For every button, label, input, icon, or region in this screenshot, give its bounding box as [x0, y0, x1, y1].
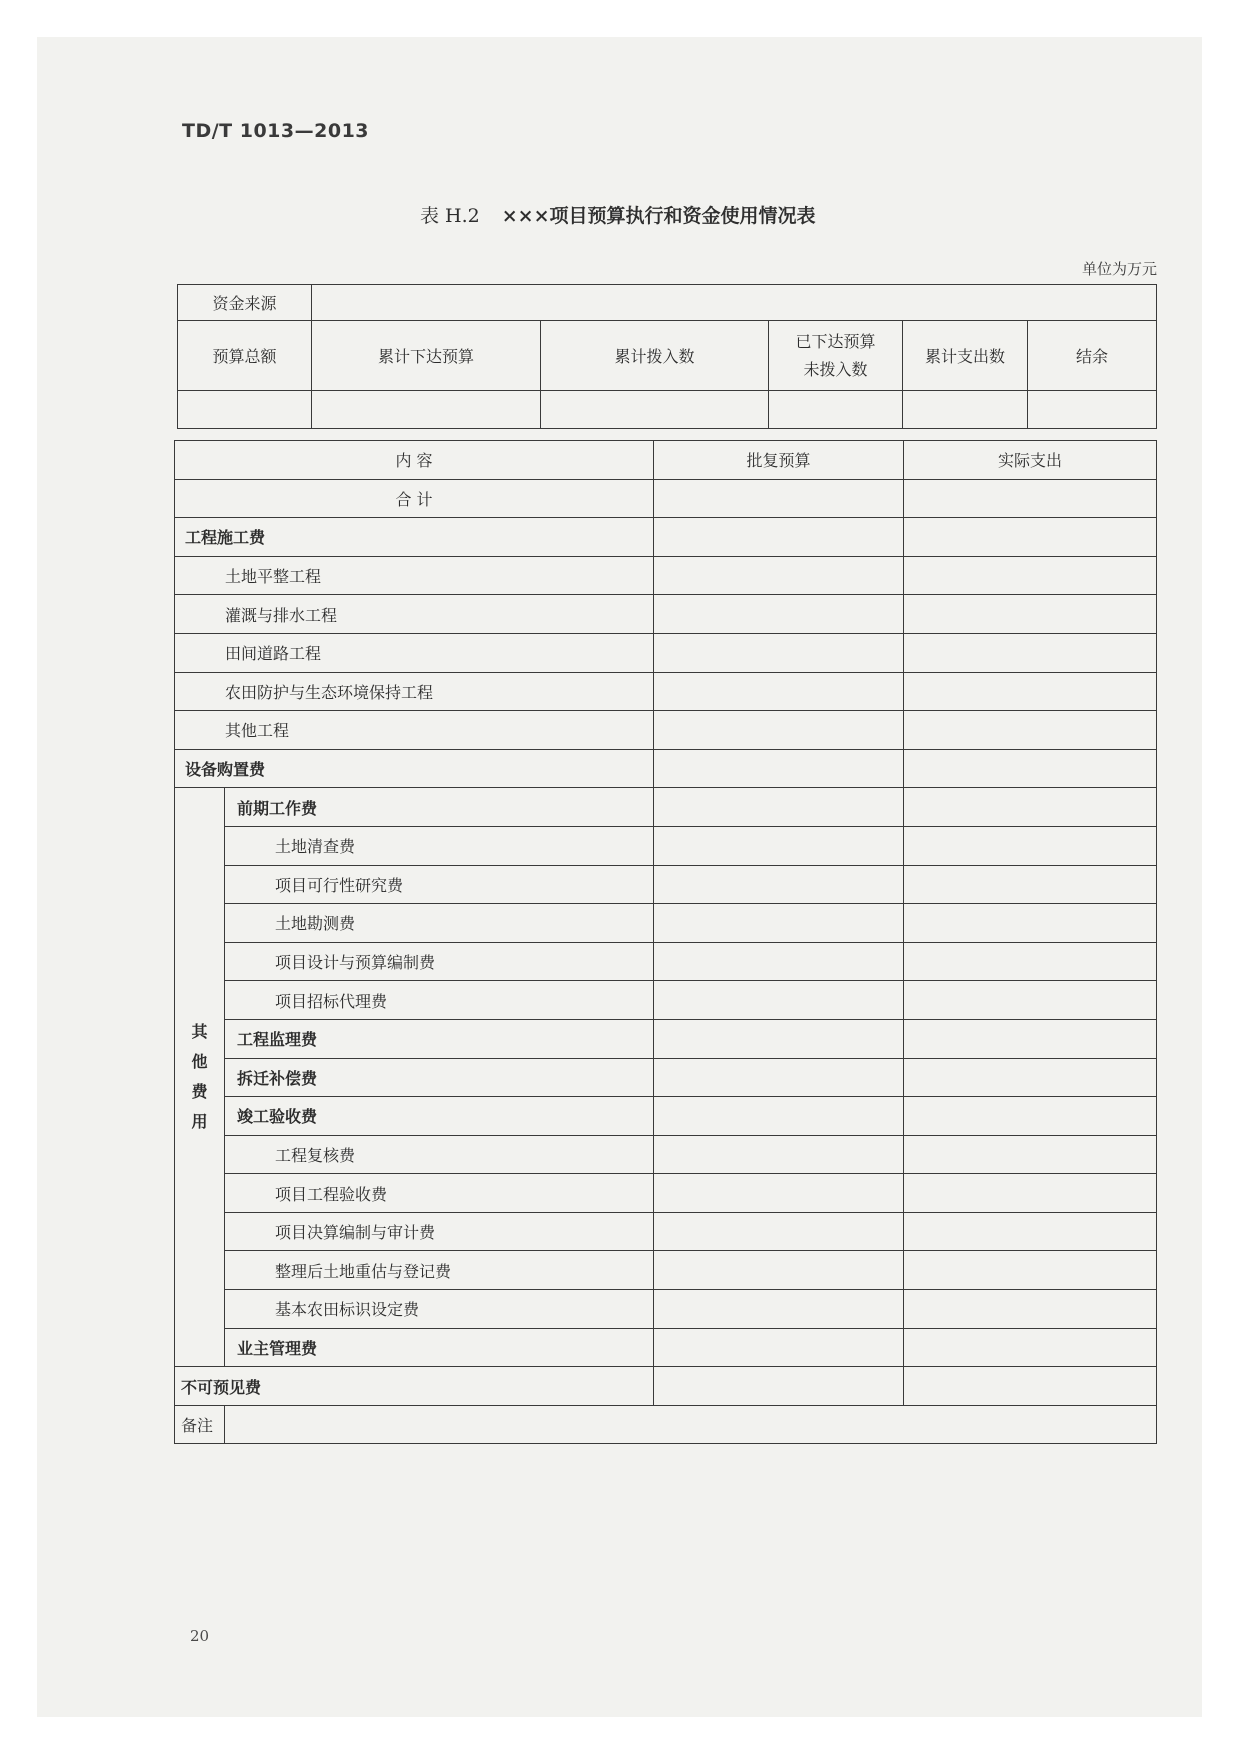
header-actual-expense: 实际支出 [904, 441, 1157, 480]
table-row [175, 942, 1157, 981]
value-cell [904, 1367, 1157, 1406]
col-issued-not-allocated-line2: 未拨入数 [803, 359, 868, 379]
row-label: 土地平整工程 [175, 556, 654, 595]
standard-code: TD/T 1013—2013 [182, 120, 370, 142]
value-cell [654, 1367, 904, 1406]
col-total-budget: 预算总额 [178, 321, 312, 391]
value-cell [654, 1097, 904, 1136]
value-cell [769, 391, 903, 429]
value-cell [654, 1058, 904, 1097]
row-label: 工程施工费 [175, 518, 654, 557]
value-cell [904, 981, 1157, 1020]
value-cell [904, 1135, 1157, 1174]
value-cell [654, 942, 904, 981]
col-balance: 结余 [1028, 321, 1157, 391]
table-row [175, 672, 1157, 711]
value-cell [904, 1251, 1157, 1290]
col-issued-not-allocated [769, 321, 903, 391]
funding-source-label: 资金来源 [178, 285, 312, 321]
value-cell [1028, 391, 1157, 429]
row-label: 项目决算编制与审计费 [225, 1212, 654, 1251]
value-cell [904, 942, 1157, 981]
value-cell [654, 711, 904, 750]
summary-header-row [178, 321, 1157, 391]
value-cell [904, 788, 1157, 827]
value-cell [654, 981, 904, 1020]
value-cell [178, 391, 312, 429]
table-row [175, 711, 1157, 750]
table-row [175, 1019, 1157, 1058]
funding-source-value [312, 285, 1157, 321]
value-cell [904, 711, 1157, 750]
row-label: 土地清查费 [225, 826, 654, 865]
table-row [175, 595, 1157, 634]
value-cell [654, 556, 904, 595]
header-approved-budget: 批复预算 [654, 441, 904, 480]
value-cell [904, 1174, 1157, 1213]
value-cell [654, 1212, 904, 1251]
table-row [175, 904, 1157, 943]
unit-note: 单位为万元 [1081, 260, 1157, 278]
value-cell [654, 479, 904, 518]
value-cell [654, 1328, 904, 1367]
table-row [175, 1058, 1157, 1097]
remarks-value [225, 1405, 1157, 1444]
value-cell [541, 391, 769, 429]
value-cell [904, 556, 1157, 595]
col-cumulative-allocated: 累计拨入数 [541, 321, 769, 391]
value-cell [904, 1058, 1157, 1097]
value-cell [903, 391, 1028, 429]
other-costs-group-label [175, 788, 225, 1367]
row-label: 工程复核费 [225, 1135, 654, 1174]
table-row [175, 1251, 1157, 1290]
value-cell [312, 391, 541, 429]
value-cell [654, 749, 904, 788]
value-cell [654, 1290, 904, 1329]
table-row [175, 749, 1157, 788]
row-label: 其他工程 [175, 711, 654, 750]
row-label: 不可预见费 [175, 1367, 654, 1406]
table-row [175, 1290, 1157, 1329]
funding-source-row [178, 285, 1157, 321]
row-label: 工程监理费 [225, 1019, 654, 1058]
value-cell [904, 865, 1157, 904]
header-content: 内 容 [175, 441, 654, 480]
value-cell [654, 633, 904, 672]
table-number: 表 H.2 [420, 205, 480, 227]
value-cell [654, 826, 904, 865]
table-row [175, 826, 1157, 865]
row-label: 整理后土地重估与登记费 [225, 1251, 654, 1290]
table-row [175, 1135, 1157, 1174]
row-label: 业主管理费 [225, 1328, 654, 1367]
value-cell [904, 749, 1157, 788]
table-row [175, 1174, 1157, 1213]
table-caption [420, 201, 940, 228]
value-cell [904, 826, 1157, 865]
row-label: 农田防护与生态环境保持工程 [175, 672, 654, 711]
value-cell [654, 595, 904, 634]
group-char: 他 [191, 1052, 208, 1072]
value-cell [654, 672, 904, 711]
col-issued-not-allocated-line1: 已下达预算 [795, 331, 876, 351]
value-cell [654, 1135, 904, 1174]
row-label: 拆迁补偿费 [225, 1058, 654, 1097]
value-cell [654, 904, 904, 943]
table-row [175, 1097, 1157, 1136]
table-title: ×××项目预算执行和资金使用情况表 [501, 205, 816, 227]
table-row [175, 981, 1157, 1020]
value-cell [904, 672, 1157, 711]
table-row [175, 633, 1157, 672]
value-cell [904, 1212, 1157, 1251]
group-char: 费 [191, 1082, 208, 1102]
summary-table [177, 284, 1157, 429]
row-label: 项目设计与预算编制费 [225, 942, 654, 981]
row-label: 竣工验收费 [225, 1097, 654, 1136]
value-cell [904, 518, 1157, 557]
value-cell [654, 1251, 904, 1290]
row-label: 田间道路工程 [175, 633, 654, 672]
value-cell [654, 1019, 904, 1058]
table-row [175, 518, 1157, 557]
table-row [175, 1328, 1157, 1367]
value-cell [904, 1290, 1157, 1329]
summary-value-row [178, 391, 1157, 429]
table-row [175, 1212, 1157, 1251]
table-row [175, 1367, 1157, 1406]
row-label: 项目可行性研究费 [225, 865, 654, 904]
group-char: 用 [191, 1112, 208, 1132]
detail-header-row [175, 441, 1157, 480]
row-label: 项目招标代理费 [225, 981, 654, 1020]
value-cell [904, 904, 1157, 943]
value-cell [904, 479, 1157, 518]
row-label: 土地勘测费 [225, 904, 654, 943]
value-cell [904, 633, 1157, 672]
remarks-label: 备注 [175, 1405, 225, 1444]
col-cumulative-issued: 累计下达预算 [312, 321, 541, 391]
table-row [175, 788, 1157, 827]
total-row [175, 479, 1157, 518]
value-cell [654, 788, 904, 827]
value-cell [904, 595, 1157, 634]
value-cell [904, 1097, 1157, 1136]
remarks-row [175, 1405, 1157, 1444]
value-cell [904, 1328, 1157, 1367]
table-row [175, 556, 1157, 595]
value-cell [654, 518, 904, 557]
value-cell [904, 1019, 1157, 1058]
page-number: 20 [190, 1627, 210, 1645]
row-label: 基本农田标识设定费 [225, 1290, 654, 1329]
value-cell [654, 1174, 904, 1213]
col-cumulative-expense: 累计支出数 [903, 321, 1028, 391]
group-char: 其 [191, 1022, 208, 1042]
total-label: 合 计 [175, 479, 654, 518]
row-label: 设备购置费 [175, 749, 654, 788]
detail-table [174, 440, 1157, 1444]
row-label: 前期工作费 [225, 788, 654, 827]
table-row [175, 865, 1157, 904]
value-cell [654, 865, 904, 904]
row-label: 灌溉与排水工程 [175, 595, 654, 634]
row-label: 项目工程验收费 [225, 1174, 654, 1213]
